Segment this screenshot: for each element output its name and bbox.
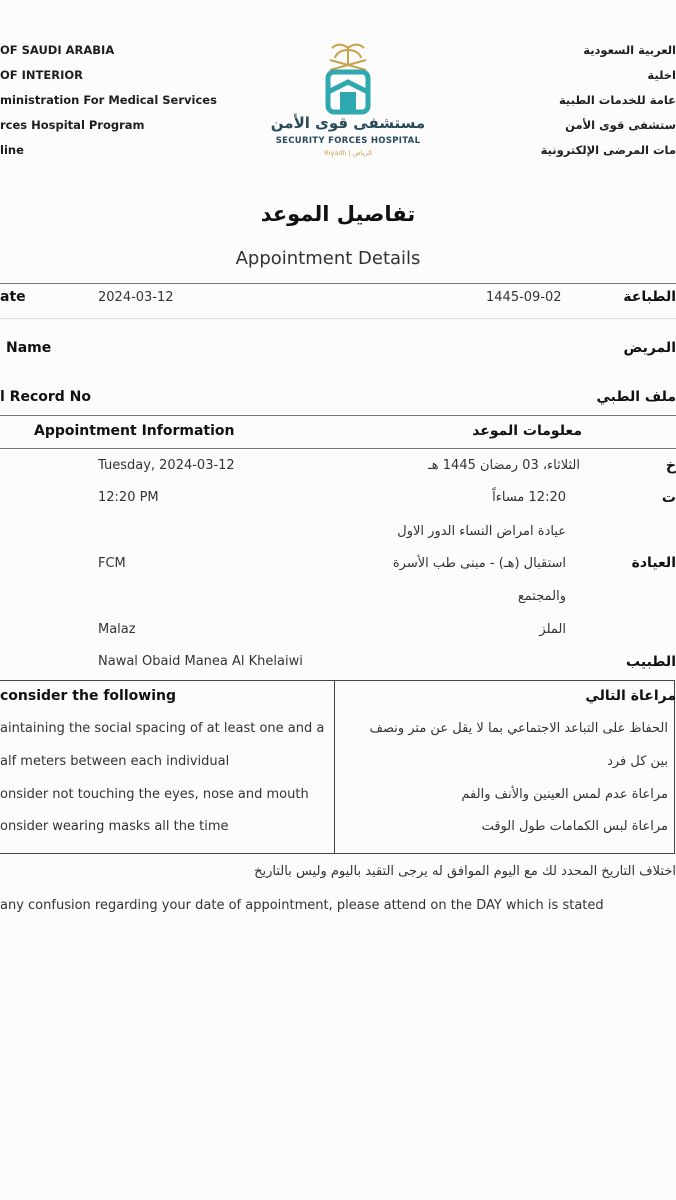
- clinic-code-en: FCM: [98, 556, 126, 571]
- consideration-item-en: aintaining the social spacing of at least one and a: [0, 721, 325, 736]
- appointment-info-heading-en: Appointment Information: [34, 423, 235, 439]
- consideration-item-ar: مراعاة لبس الكمامات طول الوقت: [481, 819, 668, 834]
- location-ar: الملز: [539, 622, 566, 637]
- appointment-date-label-ar: خ: [665, 458, 676, 474]
- considerations-heading-en: consider the following: [0, 688, 176, 704]
- logo-city: Riyadh | الرياض: [324, 149, 372, 157]
- medical-record-label-ar: ملف الطبي: [596, 389, 676, 405]
- print-date-label-ar: الطباعة: [623, 289, 676, 305]
- header-left-line: ministration For Medical Services: [0, 93, 217, 107]
- logo-name-en: SECURITY FORCES HOSPITAL: [275, 136, 421, 146]
- print-date-label-en: ate: [0, 289, 26, 305]
- patient-name-label-en: Name: [6, 340, 52, 356]
- header-right-line: العربية السعودية: [583, 43, 676, 57]
- logo-name-ar: مستشفى قوى الأمن: [270, 114, 426, 132]
- appointment-time-ar: 12:20 مساءاً: [492, 490, 566, 505]
- consideration-item-ar: مراعاة عدم لمس العينين والأنف والفم: [461, 787, 668, 802]
- consideration-item-ar: بين كل فرد: [607, 754, 668, 769]
- hospital-logo: [268, 40, 428, 170]
- doctor-label-ar: الطبيب: [626, 654, 676, 670]
- header-right-line: عامة للخدمات الطبية: [558, 93, 676, 107]
- header-right-line: اخلية: [647, 68, 676, 82]
- header-left-line: OF INTERIOR: [0, 68, 84, 82]
- divider: [0, 415, 676, 416]
- clinic-label-ar: العيادة: [631, 555, 676, 571]
- hospital-emblem-icon: [268, 40, 428, 120]
- footer-note-ar: اختلاف التاريخ المحدد لك مع اليوم الموافق له يرجى التقيد باليوم وليس بالتاريخ: [254, 864, 676, 879]
- header-right-line: ستشفى قوى الأمن: [565, 118, 676, 132]
- print-date-hijri: 1445-09-02: [486, 290, 562, 305]
- print-date-gregorian: 2024-03-12: [98, 290, 174, 305]
- consideration-item-ar: الحفاظ على التباعد الاجتماعي بما لا يقل عن متر ونصف: [369, 721, 668, 736]
- clinic-name-ar-line: استقبال (هـ) - مبنى طب الأسرة: [392, 556, 566, 571]
- clinic-name-ar-line: عيادة امراض النساء الدور الاول: [397, 524, 566, 539]
- appointment-time-label-ar: ت: [661, 490, 676, 506]
- consideration-item-en: onsider not touching the eyes, nose and mouth: [0, 787, 309, 802]
- divider: [0, 448, 676, 449]
- title-english: Appointment Details: [235, 248, 421, 269]
- appointment-time-en: 12:20 PM: [98, 490, 159, 505]
- considerations-heading-ar: مراعاة التالي: [585, 688, 676, 704]
- table-divider: [334, 680, 335, 854]
- title-arabic: تفاصيل الموعد: [260, 202, 416, 226]
- consideration-item-en: alf meters between each individual: [0, 754, 230, 769]
- header-left-line: OF SAUDI ARABIA: [0, 43, 115, 57]
- divider: [0, 318, 676, 319]
- header-left-line: rces Hospital Program: [0, 118, 145, 132]
- divider: [0, 283, 676, 284]
- header-left-line: line: [0, 143, 24, 157]
- appointment-date-en: Tuesday, 2024-03-12: [98, 458, 235, 473]
- appointment-date-ar: الثلاثاء، 03 رمضان 1445 هـ: [427, 458, 580, 473]
- header-right-line: مات المرضى الإلكترونية: [540, 143, 676, 157]
- consideration-item-en: onsider wearing masks all the time: [0, 819, 229, 834]
- appointment-info-heading-ar: معلومات الموعد: [472, 423, 582, 439]
- medical-record-label-en: l Record No: [0, 389, 91, 405]
- footer-note-en: any confusion regarding your date of appointment, please attend on the DAY which is stated: [0, 898, 604, 913]
- location-en: Malaz: [98, 622, 136, 637]
- patient-name-label-ar: المريض: [623, 340, 676, 356]
- clinic-name-ar-line: والمجتمع: [517, 589, 566, 604]
- doctor-name-en: Nawal Obaid Manea Al Khelaiwi: [98, 654, 303, 669]
